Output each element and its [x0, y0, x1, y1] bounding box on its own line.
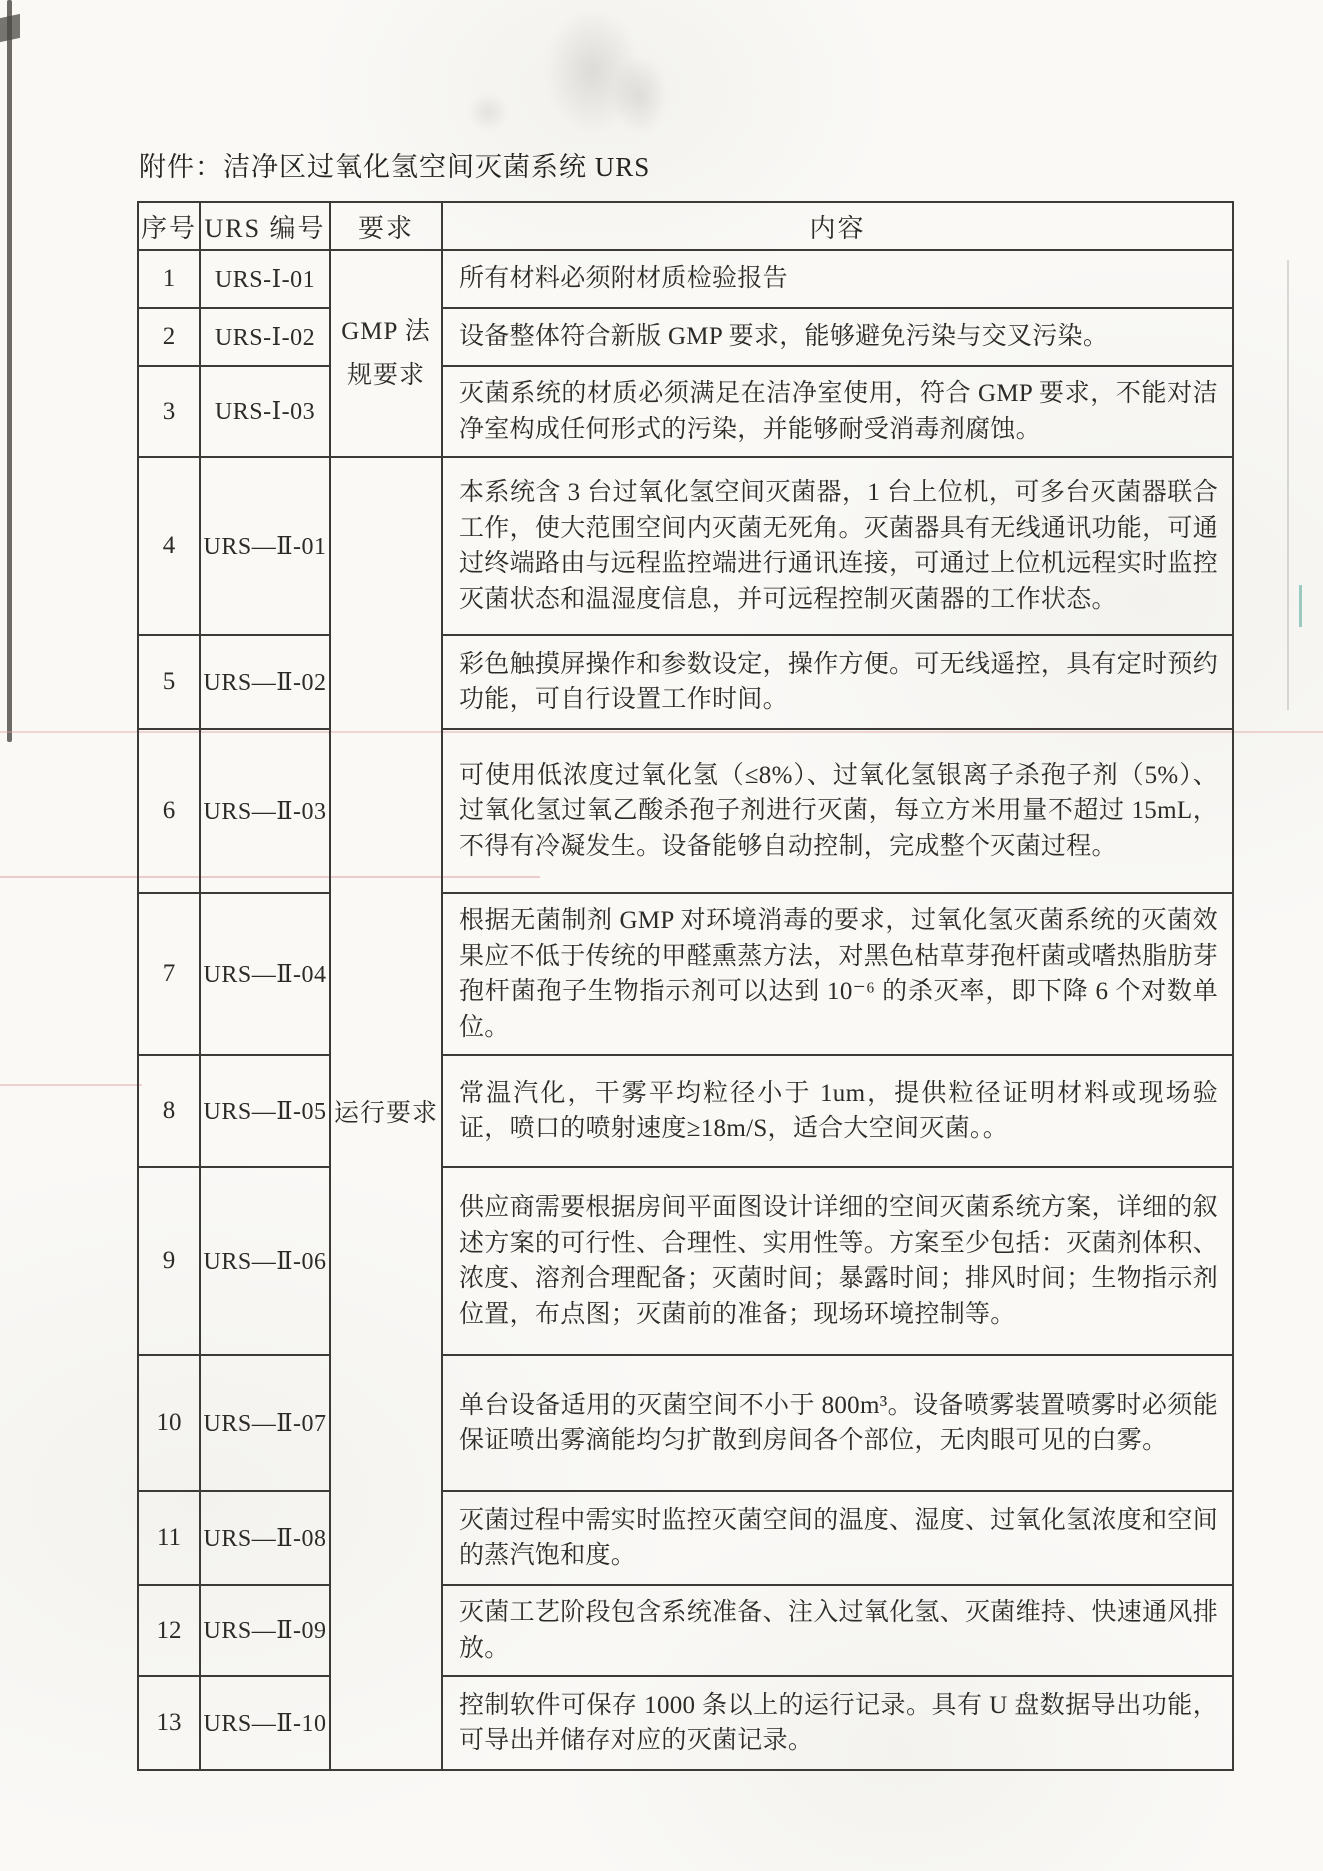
- row-no-cell: 1: [138, 250, 200, 308]
- row-no-cell: 9: [138, 1167, 200, 1355]
- row-no-cell: 5: [138, 635, 200, 729]
- table-row: [138, 308, 1233, 366]
- header-requirement: 要求: [330, 202, 442, 250]
- row-no-cell: 2: [138, 308, 200, 366]
- content-cell: 控制软件可保存 1000 条以上的运行记录。具有 U 盘数据导出功能，可导出并储存对应的灭菌记录。: [442, 1676, 1233, 1770]
- row-no-cell: 7: [138, 893, 200, 1055]
- table-row: [138, 1355, 1233, 1491]
- urs-code-cell: URS—Ⅱ-02: [200, 635, 330, 729]
- header-no: 序号: [138, 202, 200, 250]
- table-row: [138, 635, 1233, 729]
- row-no-cell: 3: [138, 366, 200, 457]
- table-row: [138, 1676, 1233, 1770]
- row-no-cell: 12: [138, 1585, 200, 1676]
- attachment-title: 附件：洁净区过氧化氢空间灭菌系统 URS: [139, 152, 651, 182]
- scan-smudge: [468, 92, 508, 132]
- scan-smudge: [612, 55, 667, 135]
- row-no-cell: 10: [138, 1355, 200, 1491]
- row-no-cell: 13: [138, 1676, 200, 1770]
- content-cell: 本系统含 3 台过氧化氢空间灭菌器，1 台上位机，可多台灭菌器联合工作，使大范围空间内灭菌无死角。灭菌器具有无线通讯功能，可通过终端路由与远程监控端进行通讯连接，可通过上位机远程实时监控灭菌状态和温湿度信息，并可远程控制灭菌器的工作状态。: [442, 457, 1233, 635]
- content-cell: 单台设备适用的灭菌空间不小于 800m³。设备喷雾装置喷雾时必须能保证喷出雾滴能均匀扩散到房间各个部位，无肉眼可见的白雾。: [442, 1355, 1233, 1491]
- requirement-group-cell: 运行要求: [330, 457, 442, 1770]
- table-row: [138, 1167, 1233, 1355]
- row-no-cell: 4: [138, 457, 200, 635]
- content-cell: 常温汽化，干雾平均粒径小于 1um，提供粒径证明材料或现场验证，喷口的喷射速度≥18m/S，适合大空间灭菌。。: [442, 1055, 1233, 1167]
- urs-code-cell: URS—Ⅱ-07: [200, 1355, 330, 1491]
- urs-code-cell: URS—Ⅱ-08: [200, 1491, 330, 1585]
- scan-pink-line: [0, 1084, 142, 1086]
- content-cell: 灭菌系统的材质必须满足在洁净室使用，符合 GMP 要求，不能对洁净室构成任何形式的污染，并能够耐受消毒剂腐蚀。: [442, 366, 1233, 457]
- header-row: [138, 202, 1233, 250]
- urs-code-cell: URS-Ⅰ-02: [200, 308, 330, 366]
- urs-code-cell: URS—Ⅱ-05: [200, 1055, 330, 1167]
- urs-code-cell: URS—Ⅱ-09: [200, 1585, 330, 1676]
- content-cell: 灭菌工艺阶段包含系统准备、注入过氧化氢、灭菌维持、快速通风排放。: [442, 1585, 1233, 1676]
- content-cell: 供应商需要根据房间平面图设计详细的空间灭菌系统方案，详细的叙述方案的可行性、合理性、实用性等。方案至少包括：灭菌剂体积、浓度、溶剂合理配备；灭菌时间；暴露时间；排风时间；生物指示剂位置，布点图；灭菌前的准备；现场环境控制等。: [442, 1167, 1233, 1355]
- table-row: [138, 1585, 1233, 1676]
- scan-corner-mark: [0, 14, 20, 42]
- content-cell: 根据无菌制剂 GMP 对环境消毒的要求，过氧化氢灭菌系统的灭菌效果应不低于传统的甲醛熏蒸方法，对黑色枯草芽孢杆菌或嗜热脂肪芽孢杆菌孢子生物指示剂可以达到 10⁻⁶ 的杀灭率，即下降 6 个对数单位。: [442, 893, 1233, 1055]
- table-row: [138, 366, 1233, 457]
- urs-code-cell: URS—Ⅱ-03: [200, 729, 330, 893]
- content-cell: 所有材料必须附材质检验报告: [442, 250, 1233, 308]
- row-no-cell: 11: [138, 1491, 200, 1585]
- content-cell: 可使用低浓度过氧化氢（≤8%）、过氧化氢银离子杀孢子剂（5%）、过氧化氢过氧乙酸杀孢子剂进行灭菌，每立方米用量不超过 15mL，不得有冷凝发生。设备能够自动控制，完成整个灭菌过程。: [442, 729, 1233, 893]
- requirement-group-cell: GMP 法规要求: [330, 250, 442, 457]
- scan-teal-mark: [1299, 585, 1302, 627]
- table-row: [138, 729, 1233, 893]
- urs-code-cell: URS—Ⅱ-04: [200, 893, 330, 1055]
- table-row: [138, 250, 1233, 308]
- urs-code-cell: URS-Ⅰ-01: [200, 250, 330, 308]
- document-body: [137, 150, 1235, 1771]
- table-row: [138, 1491, 1233, 1585]
- row-no-cell: 6: [138, 729, 200, 893]
- table-row: [138, 1055, 1233, 1167]
- urs-code-cell: URS—Ⅱ-06: [200, 1167, 330, 1355]
- urs-requirements-table: [137, 201, 1234, 1771]
- table-row: [138, 893, 1233, 1055]
- header-urs-code: URS 编号: [200, 202, 330, 250]
- content-cell: 灭菌过程中需实时监控灭菌空间的温度、湿度、过氧化氢浓度和空间的蒸汽饱和度。: [442, 1491, 1233, 1585]
- urs-code-cell: URS—Ⅱ-01: [200, 457, 330, 635]
- content-cell: 彩色触摸屏操作和参数设定，操作方便。可无线遥控，具有定时预约功能，可自行设置工作时间。: [442, 635, 1233, 729]
- urs-code-cell: URS—Ⅱ-10: [200, 1676, 330, 1770]
- scan-gray-line: [1287, 260, 1289, 710]
- urs-code-cell: URS-Ⅰ-03: [200, 366, 330, 457]
- content-cell: 设备整体符合新版 GMP 要求，能够避免污染与交叉污染。: [442, 308, 1233, 366]
- header-content: 内容: [442, 202, 1233, 250]
- table-row: [138, 457, 1233, 635]
- scan-edge-strip: [7, 0, 12, 742]
- row-no-cell: 8: [138, 1055, 200, 1167]
